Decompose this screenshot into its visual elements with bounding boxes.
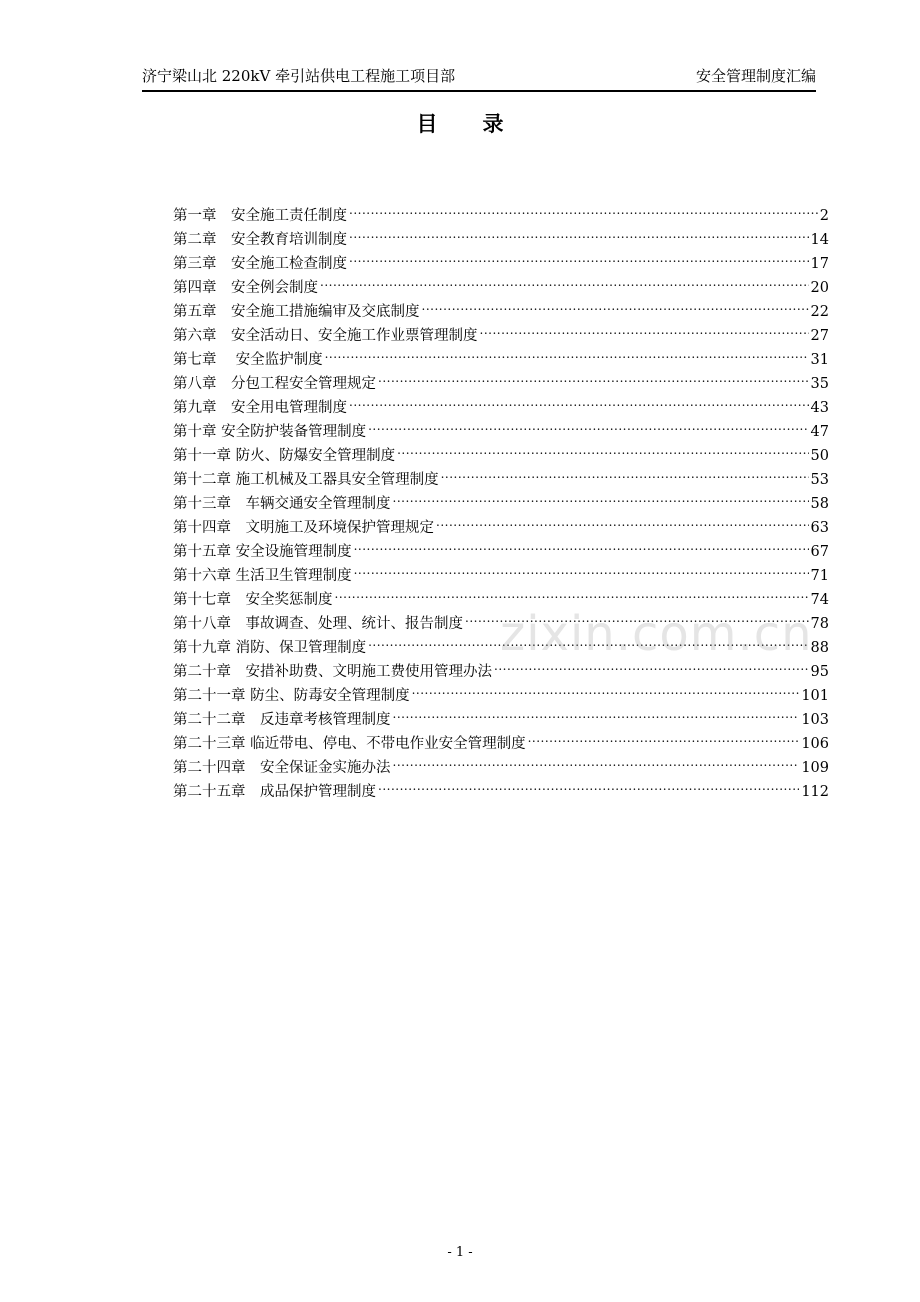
toc-chapter-title: 分包工程安全管理规定 (231, 376, 376, 392)
toc-chapter-number: 第二十三章 (173, 736, 246, 752)
header-project-name: 济宁梁山北 220kV 牵引站供电工程施工项目部 (142, 67, 456, 85)
toc-chapter-title: 反违章考核管理制度 (260, 712, 391, 728)
toc-dot-leader (528, 724, 800, 748)
toc-chapter-number: 第二十四章 (173, 760, 246, 776)
toc-chapter-number: 第三章 (173, 256, 217, 272)
toc-dot-leader (349, 388, 809, 412)
page-title: 目录 (416, 111, 549, 136)
toc-page-number: 53 (810, 472, 829, 488)
toc-page-number: 101 (801, 688, 829, 704)
toc-dot-leader (397, 436, 808, 460)
toc-page-number: 67 (810, 544, 829, 560)
toc-page-number: 2 (819, 208, 829, 224)
toc-chapter-number: 第十八章 (173, 616, 231, 632)
toc-chapter-title: 成品保护管理制度 (260, 784, 376, 800)
toc-dot-leader (465, 604, 809, 628)
toc-chapter-title: 安全监护制度 (235, 352, 323, 368)
toc-page-number: 95 (810, 664, 829, 680)
toc-gap (217, 276, 232, 300)
toc-page-number: 47 (810, 424, 829, 440)
toc-chapter-title: 施工机械及工器具安全管理制度 (235, 472, 439, 488)
toc-gap (217, 252, 232, 276)
toc-chapter-title: 安全设施管理制度 (235, 544, 352, 560)
toc-chapter-number: 第十一章 (173, 448, 231, 464)
toc-dot-leader (354, 556, 809, 580)
toc-dot-leader (393, 484, 809, 508)
page-number: - 1 - (447, 1245, 473, 1260)
header-document-name: 安全管理制度汇编 (695, 67, 816, 85)
toc-page-number: 106 (801, 736, 829, 752)
toc-dot-leader (480, 316, 809, 340)
toc-chapter-number: 第十六章 (173, 568, 231, 584)
toc-chapter-title: 安全施工责任制度 (231, 208, 347, 224)
toc-page-number: 74 (810, 592, 829, 608)
toc-chapter-number: 第二十一章 (173, 688, 246, 704)
toc-chapter-title: 安全教育培训制度 (231, 232, 347, 248)
toc-chapter-title: 文明施工及环境保护管理规定 (245, 520, 434, 536)
toc-page-number: 35 (810, 376, 829, 392)
toc-chapter-number: 第二十二章 (173, 712, 246, 728)
toc-dot-leader (436, 508, 809, 532)
toc-chapter-title: 临近带电、停电、不带电作业安全管理制度 (250, 736, 526, 752)
toc-chapter-title: 防火、防爆安全管理制度 (235, 448, 396, 464)
toc-chapter-number: 第十七章 (173, 592, 231, 608)
toc-gap (217, 348, 236, 372)
toc-page-number: 58 (810, 496, 829, 512)
table-of-contents (173, 196, 829, 800)
toc-chapter-title: 安措补助费、文明施工费使用管理办法 (245, 664, 492, 680)
toc-dot-leader (494, 652, 809, 676)
toc-chapter-number: 第五章 (173, 304, 217, 320)
toc-chapter-number: 第十章 (173, 424, 217, 440)
toc-gap (217, 324, 232, 348)
toc-gap (231, 660, 246, 684)
toc-dot-leader (320, 268, 809, 292)
toc-chapter-title: 车辆交通安全管理制度 (245, 496, 391, 512)
toc-chapter-title: 安全施工检查制度 (231, 256, 347, 272)
toc-chapter-title: 防尘、防毒安全管理制度 (250, 688, 410, 704)
toc-gap (217, 396, 232, 420)
toc-chapter-title: 安全例会制度 (231, 280, 318, 296)
toc-chapter-title: 安全用电管理制度 (231, 400, 347, 416)
toc-chapter-number: 第十三章 (173, 496, 231, 512)
toc-chapter-number: 第六章 (173, 328, 217, 344)
toc-chapter-number: 第二章 (173, 232, 217, 248)
toc-dot-leader (349, 220, 809, 244)
toc-chapter-number: 第二十章 (173, 664, 231, 680)
toc-chapter-title: 生活卫生管理制度 (235, 568, 352, 584)
page-header (142, 66, 816, 92)
toc-dot-leader (378, 364, 809, 388)
toc-page-number: 14 (810, 232, 829, 248)
toc-gap (217, 372, 232, 396)
toc-gap (217, 300, 232, 324)
toc-chapter-number: 第二十五章 (173, 784, 246, 800)
toc-gap (217, 204, 232, 228)
toc-dot-leader (441, 460, 809, 484)
toc-gap (246, 708, 261, 732)
toc-page-number: 109 (801, 760, 829, 776)
toc-chapter-number: 第八章 (173, 376, 217, 392)
toc-dot-leader (335, 580, 809, 604)
toc-chapter-number: 第十二章 (173, 472, 231, 488)
toc-page-number: 43 (810, 400, 829, 416)
toc-dot-leader (368, 412, 808, 436)
toc-chapter-title: 安全奖惩制度 (245, 592, 333, 608)
toc-entry[interactable] (173, 196, 829, 224)
toc-page-number: 22 (810, 304, 829, 320)
toc-gap (231, 612, 246, 636)
toc-chapter-title: 消防、保卫管理制度 (235, 640, 367, 656)
toc-gap (217, 228, 232, 252)
toc-page-number: 20 (810, 280, 829, 296)
toc-dot-leader (378, 772, 799, 796)
toc-dot-leader (349, 196, 818, 220)
toc-page-number: 78 (810, 616, 829, 632)
toc-page-number: 88 (810, 640, 829, 656)
toc-chapter-title: 安全活动日、安全施工作业票管理制度 (231, 328, 478, 344)
toc-gap (246, 780, 261, 804)
toc-dot-leader (393, 748, 800, 772)
toc-page-number: 50 (810, 448, 829, 464)
toc-chapter-title: 安全保证金实施办法 (260, 760, 391, 776)
toc-chapter-number: 第九章 (173, 400, 217, 416)
toc-chapter-title: 安全防护装备管理制度 (221, 424, 367, 440)
toc-dot-leader (412, 676, 800, 700)
toc-chapter-title: 事故调查、处理、统计、报告制度 (245, 616, 463, 632)
toc-chapter-number: 第十四章 (173, 520, 231, 536)
toc-gap (231, 492, 246, 516)
toc-dot-leader (325, 340, 809, 364)
toc-page-number: 63 (810, 520, 829, 536)
toc-chapter-number: 第十九章 (173, 640, 231, 656)
toc-chapter-number: 第一章 (173, 208, 217, 224)
toc-gap (246, 756, 261, 780)
toc-page-number: 103 (801, 712, 829, 728)
toc-page-number: 112 (801, 784, 829, 800)
toc-chapter-title: 安全施工措施编审及交底制度 (231, 304, 420, 320)
toc-gap (231, 516, 246, 540)
toc-chapter-number: 第七章 (173, 352, 217, 368)
toc-dot-leader (393, 700, 800, 724)
toc-gap (231, 588, 246, 612)
toc-dot-leader (422, 292, 809, 316)
toc-dot-leader (354, 532, 809, 556)
toc-page-number: 71 (810, 568, 829, 584)
watermark: zixin.com.cn (500, 606, 813, 662)
toc-page-number: 27 (810, 328, 829, 344)
toc-chapter-number: 第四章 (173, 280, 217, 296)
toc-dot-leader (368, 628, 808, 652)
toc-dot-leader (349, 244, 809, 268)
toc-page-number: 17 (810, 256, 829, 272)
toc-chapter-number: 第十五章 (173, 544, 231, 560)
toc-page-number: 31 (810, 352, 829, 368)
